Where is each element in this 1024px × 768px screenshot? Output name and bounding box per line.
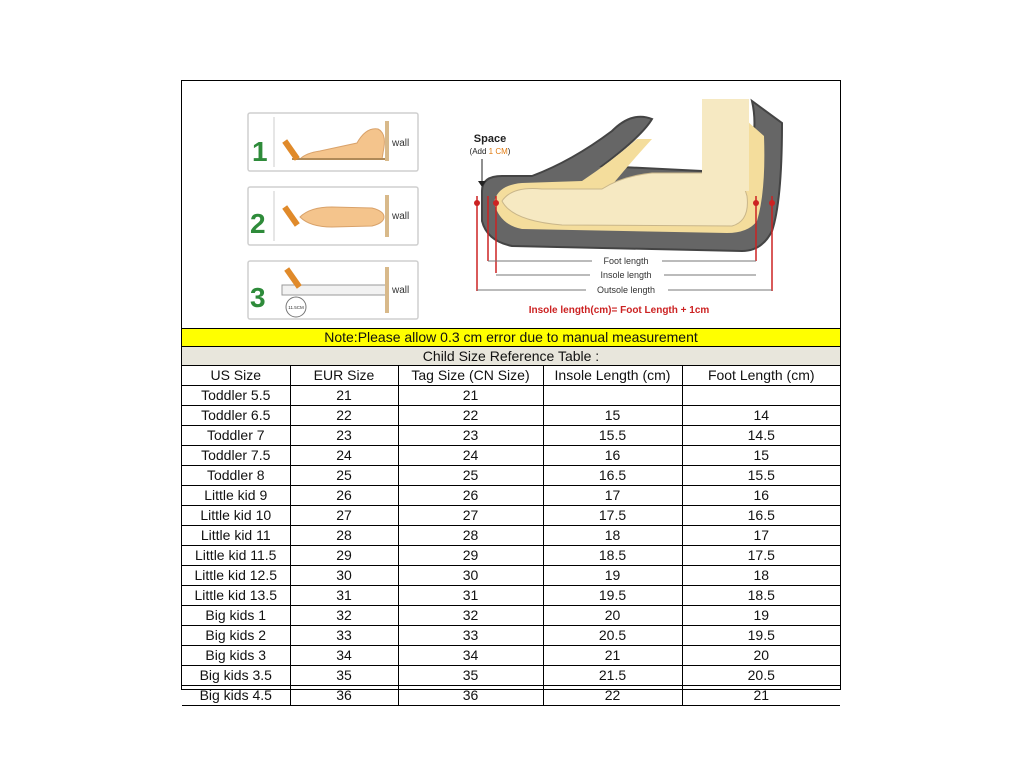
step-number: 3 — [250, 282, 266, 313]
cell-eur-size: 35 — [290, 666, 398, 686]
size-chart-sheet — [181, 80, 841, 703]
cell-us-size: Little kid 13.5 — [182, 586, 290, 606]
table-row — [182, 506, 840, 526]
table-row — [182, 406, 840, 426]
wall-label: wall — [392, 285, 410, 296]
cell-us-size: Big kids 1 — [182, 606, 290, 626]
cell-us-size: Big kids 3 — [182, 646, 290, 666]
table-row — [182, 466, 840, 486]
table-row — [182, 386, 840, 406]
cell-insole-length: 18 — [543, 526, 682, 546]
cell-foot-length: 17 — [682, 526, 840, 546]
cell-eur-size: 32 — [290, 606, 398, 626]
cell-foot-length: 18 — [682, 566, 840, 586]
cell-tag-size: 23 — [398, 426, 543, 446]
cell-tag-size: 21 — [398, 386, 543, 406]
cell-foot-length: 19 — [682, 606, 840, 626]
cell-us-size: Little kid 11.5 — [182, 546, 290, 566]
measurement-diagram — [182, 81, 840, 328]
cell-us-size: Big kids 3.5 — [182, 666, 290, 686]
cell-tag-size: 35 — [398, 666, 543, 686]
table-header-row — [182, 366, 840, 386]
cell-eur-size: 30 — [290, 566, 398, 586]
table-row — [182, 586, 840, 606]
cell-us-size: Big kids 4.5 — [182, 686, 290, 706]
cell-foot-length: 19.5 — [682, 626, 840, 646]
cell-insole-length: 17.5 — [543, 506, 682, 526]
table-body — [182, 386, 840, 706]
cell-tag-size: 36 — [398, 686, 543, 706]
cell-foot-length: 17.5 — [682, 546, 840, 566]
table-row — [182, 446, 840, 466]
cell-eur-size: 25 — [290, 466, 398, 486]
table-row — [182, 486, 840, 506]
table-row — [182, 686, 840, 706]
cell-eur-size: 26 — [290, 486, 398, 506]
step-number: 1 — [252, 136, 268, 167]
space-note: (Add 1 CM) — [469, 147, 511, 156]
column-header-insole-length: Insole Length (cm) — [543, 366, 682, 386]
cell-eur-size: 31 — [290, 586, 398, 606]
cell-foot-length: 16 — [682, 486, 840, 506]
cell-foot-length: 18.5 — [682, 586, 840, 606]
column-header-foot-length: Foot Length (cm) — [682, 366, 840, 386]
cell-us-size: Big kids 2 — [182, 626, 290, 646]
cell-us-size: Toddler 7.5 — [182, 446, 290, 466]
cell-tag-size: 28 — [398, 526, 543, 546]
cell-foot-length: 20.5 — [682, 666, 840, 686]
step-3-card — [248, 261, 418, 319]
cell-tag-size: 34 — [398, 646, 543, 666]
size-reference-table — [182, 366, 840, 706]
measure-label: 11.5CM — [288, 305, 304, 310]
shoe-diagram — [470, 99, 782, 316]
table-row — [182, 626, 840, 646]
cell-tag-size: 22 — [398, 406, 543, 426]
cell-tag-size: 26 — [398, 486, 543, 506]
wall-label: wall — [392, 138, 410, 149]
cell-foot-length: 20 — [682, 646, 840, 666]
cell-foot-length: 15 — [682, 446, 840, 466]
column-header-tag-size: Tag Size (CN Size) — [398, 366, 543, 386]
step-2-card — [248, 187, 418, 245]
wall-shape — [385, 121, 389, 161]
cell-insole-length: 21 — [543, 646, 682, 666]
measurement-note: Note:Please allow 0.3 cm error due to manual measurement — [182, 328, 840, 347]
cell-us-size: Toddler 6.5 — [182, 406, 290, 426]
column-header-us-size: US Size — [182, 366, 290, 386]
column-header-eur-size: EUR Size — [290, 366, 398, 386]
table-row — [182, 526, 840, 546]
cell-eur-size: 23 — [290, 426, 398, 446]
cell-insole-length: 15 — [543, 406, 682, 426]
cell-eur-size: 24 — [290, 446, 398, 466]
table-row — [182, 666, 840, 686]
table-row — [182, 606, 840, 626]
cell-eur-size: 28 — [290, 526, 398, 546]
cell-insole-length: 22 — [543, 686, 682, 706]
cell-tag-size: 30 — [398, 566, 543, 586]
cell-eur-size: 34 — [290, 646, 398, 666]
cell-tag-size: 31 — [398, 586, 543, 606]
table-title: Child Size Reference Table : — [182, 347, 840, 366]
table-row — [182, 646, 840, 666]
cell-eur-size: 29 — [290, 546, 398, 566]
cell-tag-size: 32 — [398, 606, 543, 626]
outsole-length-label: Outsole length — [596, 285, 656, 295]
cell-tag-size: 27 — [398, 506, 543, 526]
cell-us-size: Little kid 9 — [182, 486, 290, 506]
table-row — [182, 546, 840, 566]
cell-insole-length: 21.5 — [543, 666, 682, 686]
cell-eur-size: 27 — [290, 506, 398, 526]
cell-us-size: Toddler 7 — [182, 426, 290, 446]
cell-insole-length — [543, 386, 682, 406]
cell-foot-length: 14.5 — [682, 426, 840, 446]
cell-us-size: Toddler 5.5 — [182, 386, 290, 406]
cell-foot-length — [682, 386, 840, 406]
cell-insole-length: 20 — [543, 606, 682, 626]
foot-top-shape — [300, 207, 384, 227]
step-number: 2 — [250, 208, 266, 239]
cell-tag-size: 25 — [398, 466, 543, 486]
table-row — [182, 566, 840, 586]
cell-foot-length: 16.5 — [682, 506, 840, 526]
foot-length-label: Foot length — [603, 256, 649, 266]
cell-foot-length: 21 — [682, 686, 840, 706]
space-title: Space — [473, 133, 507, 145]
insole-length-label: Insole length — [600, 270, 652, 280]
cell-insole-length: 20.5 — [543, 626, 682, 646]
cell-us-size: Toddler 8 — [182, 466, 290, 486]
cell-eur-size: 21 — [290, 386, 398, 406]
cell-insole-length: 15.5 — [543, 426, 682, 446]
insole-formula: Insole length(cm)= Foot Length + 1cm — [528, 305, 710, 316]
cell-insole-length: 17 — [543, 486, 682, 506]
cell-tag-size: 24 — [398, 446, 543, 466]
cell-eur-size: 22 — [290, 406, 398, 426]
cell-us-size: Little kid 11 — [182, 526, 290, 546]
cell-insole-length: 16 — [543, 446, 682, 466]
cell-insole-length: 16.5 — [543, 466, 682, 486]
step-1-card — [248, 113, 418, 171]
cell-us-size: Little kid 12.5 — [182, 566, 290, 586]
cell-eur-size: 36 — [290, 686, 398, 706]
cell-eur-size: 33 — [290, 626, 398, 646]
table-row — [182, 426, 840, 446]
cell-insole-length: 18.5 — [543, 546, 682, 566]
cell-foot-length: 14 — [682, 406, 840, 426]
cell-foot-length: 15.5 — [682, 466, 840, 486]
cell-tag-size: 29 — [398, 546, 543, 566]
cell-insole-length: 19.5 — [543, 586, 682, 606]
wall-label: wall — [392, 211, 410, 222]
cell-insole-length: 19 — [543, 566, 682, 586]
cell-tag-size: 33 — [398, 626, 543, 646]
measurement-illustration — [182, 81, 840, 328]
cell-us-size: Little kid 10 — [182, 506, 290, 526]
